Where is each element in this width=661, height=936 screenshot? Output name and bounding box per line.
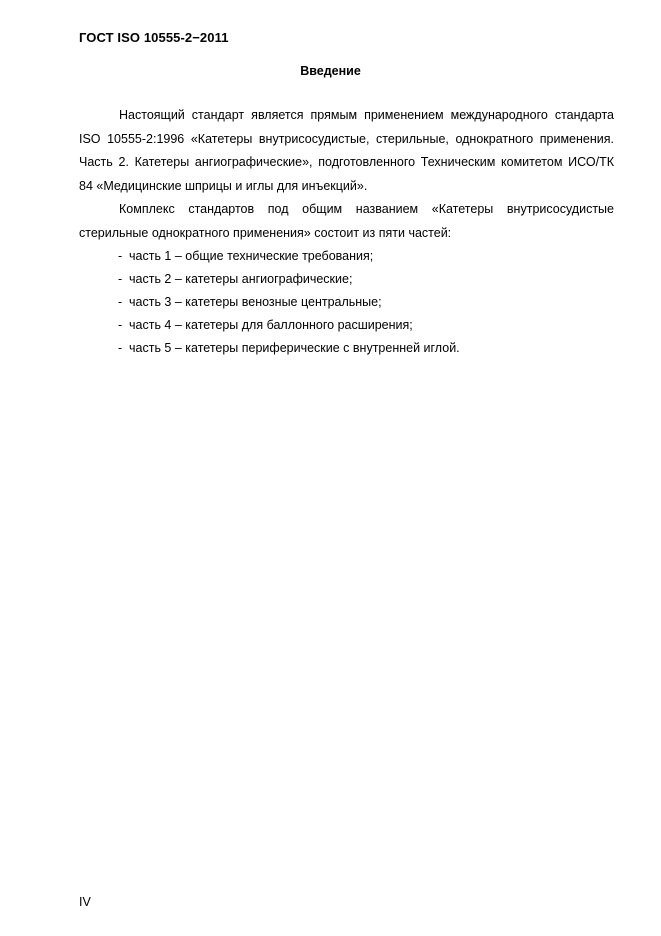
list-item-text: часть 5 – катетеры периферические с внутренней иглой.: [129, 341, 460, 355]
list-item-text: часть 4 – катетеры для баллонного расширения;: [129, 318, 413, 332]
list-bullet: -: [118, 318, 123, 332]
list-item-text: часть 1 – общие технические требования;: [129, 249, 374, 263]
list-bullet: -: [118, 249, 123, 263]
list-item: [79, 245, 460, 268]
list-bullet: -: [118, 341, 123, 355]
list-bullet: -: [118, 295, 123, 309]
list-item-text: часть 2 – катетеры ангиографические;: [129, 272, 353, 286]
list-item: [79, 314, 460, 337]
list-item: [79, 268, 460, 291]
list-item: [79, 337, 460, 360]
section-title: Введение: [300, 64, 361, 78]
parts-list: [79, 245, 460, 360]
list-item-text: часть 3 – катетеры венозные центральные;: [129, 295, 382, 309]
intro-paragraph-2: Комплекс стандартов под общим названием «Катетеры внутрисосудистые стерильные однократного применения» состоит из пяти частей:: [79, 202, 614, 240]
list-bullet: -: [118, 272, 123, 286]
list-item: [79, 291, 460, 314]
document-header-code: ГОСТ ISO 10555-2−2011: [79, 30, 229, 45]
intro-paragraph-1: Настоящий стандарт является прямым применением международного стандарта ISO 10555-2:1996 «Катетеры внутрисосудистые, стерильные, однократного применения. Часть 2. Катетеры ангиографические», подготовленного Техническим комитетом ИСО/ТК 84 «Медицинские шприцы и иглы для инъекций».: [79, 108, 614, 193]
page-number: IV: [79, 895, 91, 909]
